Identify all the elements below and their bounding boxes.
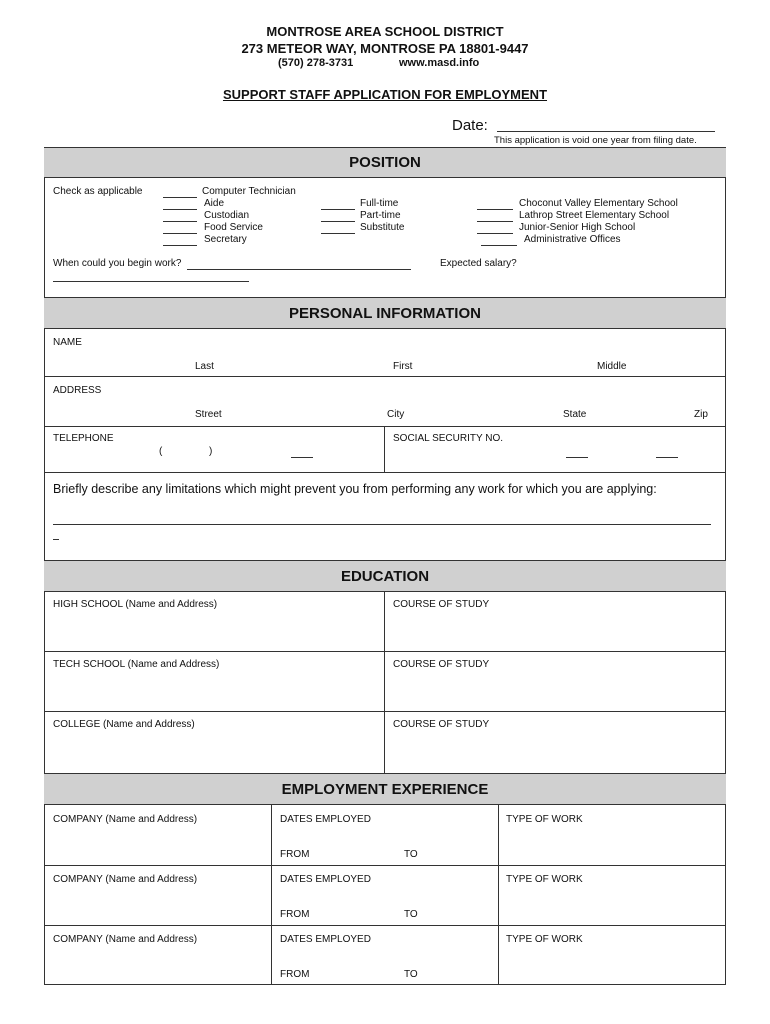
employment-header: EMPLOYMENT EXPERIENCE xyxy=(44,773,726,805)
company-label: COMPANY (Name and Address) xyxy=(53,874,198,885)
course-of-study-label: COURSE OF STUDY xyxy=(393,599,490,610)
high-school-label: HIGH SCHOOL (Name and Address) xyxy=(53,599,218,610)
check-choconut-valley[interactable] xyxy=(477,209,513,210)
area-code-close: ) xyxy=(209,446,213,457)
divider xyxy=(44,426,726,427)
district-website: www.masd.info xyxy=(399,57,480,69)
name-label: NAME xyxy=(53,337,82,348)
divider xyxy=(44,651,726,652)
to-label: TO xyxy=(404,969,418,980)
check-full-time[interactable] xyxy=(321,209,355,210)
void-note: This application is void one year from filing date. xyxy=(494,135,697,146)
check-food-service[interactable] xyxy=(163,233,197,234)
education-header: EDUCATION xyxy=(44,560,726,592)
divider xyxy=(44,925,726,926)
school-option: Choconut Valley Elementary School xyxy=(519,198,678,209)
job-option: Food Service xyxy=(204,222,263,233)
type-option: Part-time xyxy=(360,210,401,221)
dates-employed-label: DATES EMPLOYED xyxy=(280,874,371,885)
divider xyxy=(271,805,272,985)
divider xyxy=(44,865,726,866)
type-of-work-label: TYPE OF WORK xyxy=(506,874,583,885)
telephone-label: TELEPHONE xyxy=(53,433,114,444)
type-of-work-label: TYPE OF WORK xyxy=(506,934,583,945)
type-option: Substitute xyxy=(360,222,405,233)
middle-label: Middle xyxy=(597,361,627,372)
from-label: FROM xyxy=(280,969,310,980)
dates-employed-label: DATES EMPLOYED xyxy=(280,814,371,825)
ssn-field-part[interactable] xyxy=(566,457,588,458)
street-label: Street xyxy=(195,409,222,420)
type-option: Full-time xyxy=(360,198,399,209)
job-option: Computer Technician xyxy=(202,186,296,197)
district-address: 273 METEOR WAY, MONTROSE PA 18801-9447 xyxy=(241,41,529,56)
limitations-field-cont[interactable] xyxy=(53,539,59,540)
limitations-field[interactable] xyxy=(53,524,711,525)
school-option: Lathrop Street Elementary School xyxy=(519,210,670,221)
address-label: ADDRESS xyxy=(53,385,102,396)
state-label: State xyxy=(563,409,587,420)
salary-label: Expected salary? xyxy=(440,258,517,269)
to-label: TO xyxy=(404,909,418,920)
tech-school-label: TECH SCHOOL (Name and Address) xyxy=(53,659,220,670)
area-code-open: ( xyxy=(159,446,163,457)
begin-work-label: When could you begin work? xyxy=(53,258,182,269)
divider xyxy=(498,805,499,985)
school-option: Junior-Senior High School xyxy=(519,222,636,233)
college-label: COLLEGE (Name and Address) xyxy=(53,719,195,730)
school-option: Administrative Offices xyxy=(524,234,621,245)
check-administrative[interactable] xyxy=(481,245,517,246)
form-title: SUPPORT STAFF APPLICATION FOR EMPLOYMENT xyxy=(222,87,548,102)
check-custodian[interactable] xyxy=(163,221,197,222)
district-name: MONTROSE AREA SCHOOL DISTRICT xyxy=(266,24,504,39)
check-secretary[interactable] xyxy=(163,245,197,246)
course-of-study-label: COURSE OF STUDY xyxy=(393,719,490,730)
job-option: Custodian xyxy=(204,210,250,221)
salary-field[interactable] xyxy=(53,281,249,282)
type-of-work-label: TYPE OF WORK xyxy=(506,814,583,825)
check-computer-technician[interactable] xyxy=(163,197,197,198)
limitations-prompt: Briefly describe any limitations which might prevent you from performing any work for which you are applying: xyxy=(53,482,657,496)
course-of-study-label: COURSE OF STUDY xyxy=(393,659,490,670)
telephone-field[interactable] xyxy=(291,457,313,458)
to-label: TO xyxy=(404,849,418,860)
check-junior-senior[interactable] xyxy=(477,233,513,234)
divider xyxy=(44,711,726,712)
company-label: COMPANY (Name and Address) xyxy=(53,934,198,945)
last-label: Last xyxy=(195,361,214,372)
from-label: FROM xyxy=(280,849,310,860)
position-header: POSITION xyxy=(44,147,726,178)
city-label: City xyxy=(387,409,405,420)
check-part-time[interactable] xyxy=(321,221,355,222)
date-field[interactable] xyxy=(497,131,715,132)
divider xyxy=(384,426,385,472)
zip-label: Zip xyxy=(694,409,708,420)
ssn-field-part[interactable] xyxy=(656,457,678,458)
from-label: FROM xyxy=(280,909,310,920)
job-option: Aide xyxy=(204,198,225,209)
begin-work-field[interactable] xyxy=(187,269,411,270)
divider xyxy=(44,472,726,473)
district-phone: (570) 278-3731 xyxy=(278,57,354,69)
first-label: First xyxy=(393,361,413,372)
dates-employed-label: DATES EMPLOYED xyxy=(280,934,371,945)
job-option: Secretary xyxy=(204,234,247,245)
ssn-label: SOCIAL SECURITY NO. xyxy=(393,433,504,444)
check-aide[interactable] xyxy=(163,209,197,210)
divider xyxy=(44,376,726,377)
date-label: Date: xyxy=(452,117,488,134)
divider xyxy=(384,592,385,773)
check-lathrop-street[interactable] xyxy=(477,221,513,222)
personal-header: PERSONAL INFORMATION xyxy=(44,297,726,329)
check-label: Check as applicable xyxy=(53,186,143,197)
company-label: COMPANY (Name and Address) xyxy=(53,814,198,825)
check-substitute[interactable] xyxy=(321,233,355,234)
